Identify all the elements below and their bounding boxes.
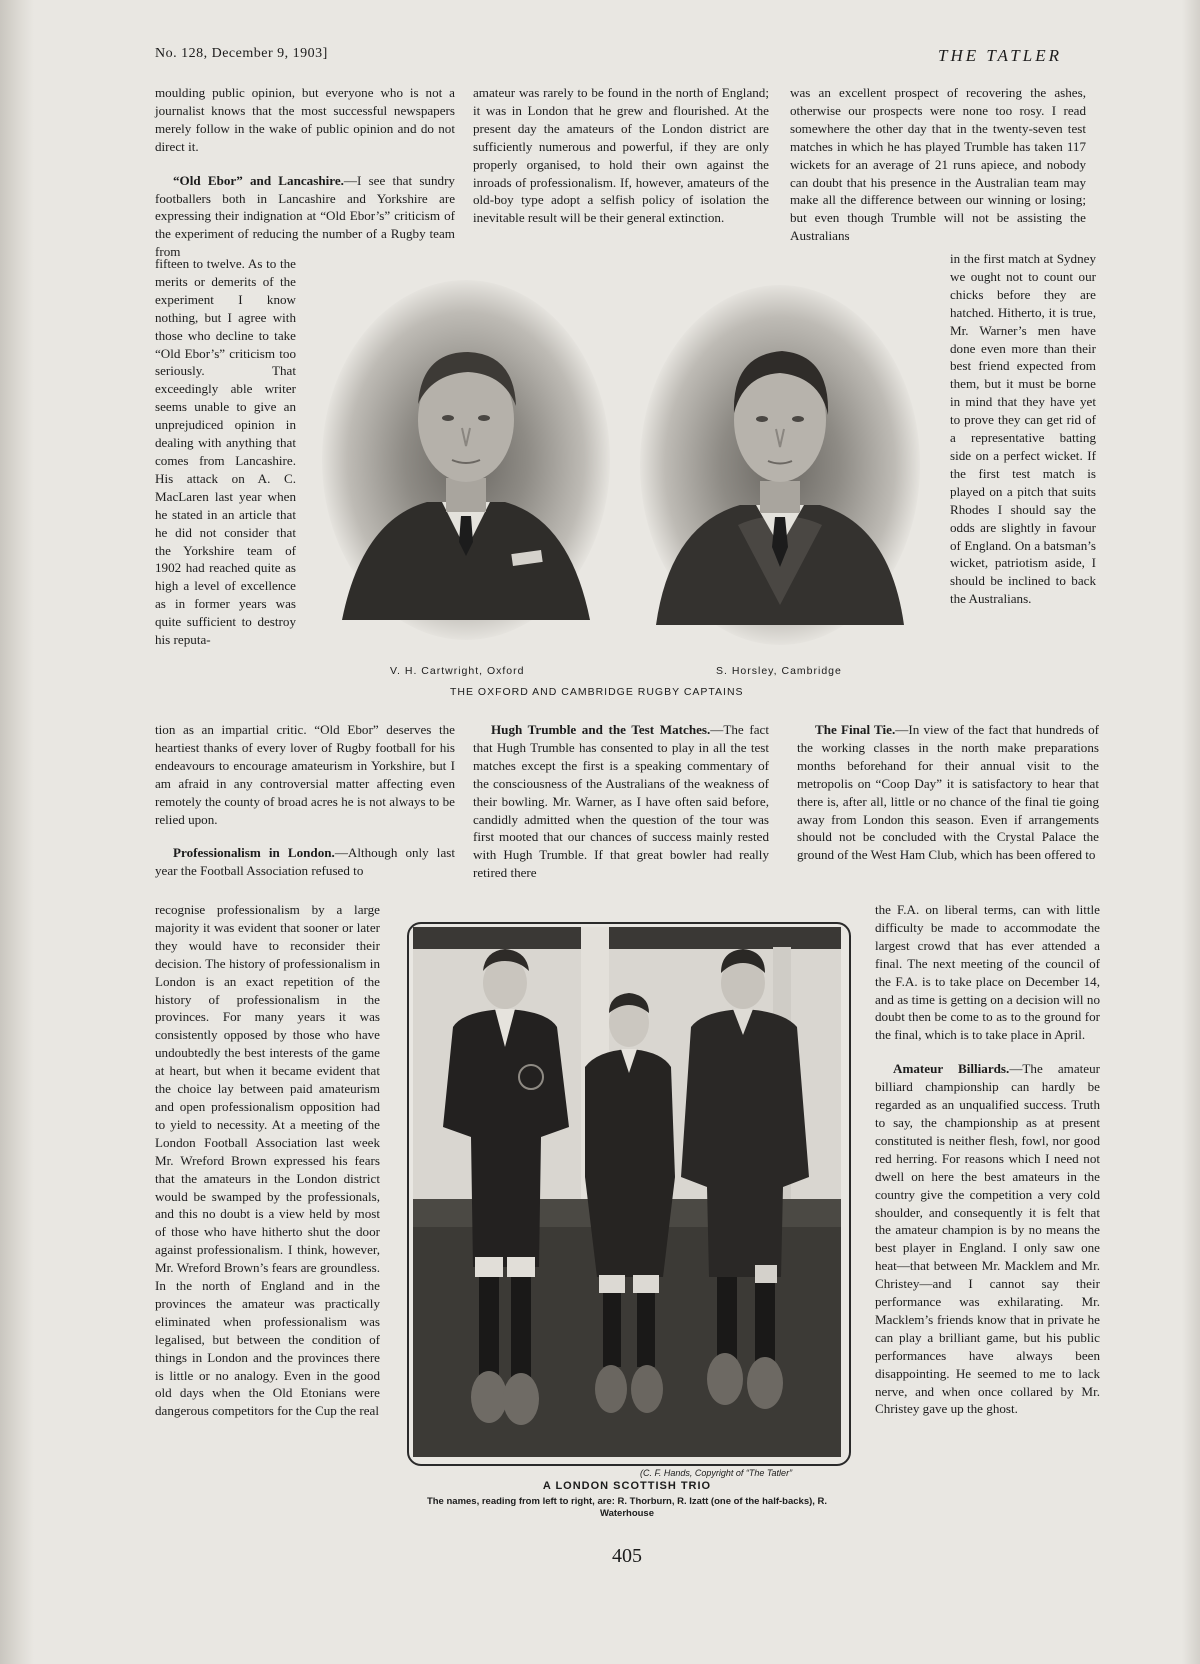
paragraph-old-ebor-intro <box>155 172 455 262</box>
caption-cartwright: V. H. Cartwright, Oxford <box>390 665 525 677</box>
heading-trumble: Hugh Trumble and the Test Matches. <box>491 722 711 737</box>
professionalism-text-wide: —Although only last year the Football Association refused to <box>155 845 455 879</box>
paragraph-amateur-extinction: amateur was rarely to be found in the north of England; it was in London that he grew and flourished. At the present day the amateurs of the London district are sufficiently numerous and powerful, if they are only properly organised, to hold their own against the inroads of professionalism. If, however, amateurs of the old-boy type adopt a selfish policy of isolation the inevitable result will be their general extinction. <box>473 85 769 226</box>
page-binding-shadow <box>0 0 34 1664</box>
issue-line: No. 128, December 9, 1903] <box>155 46 328 61</box>
column-3-lower <box>875 901 1100 1418</box>
page-number: 405 <box>612 1545 642 1567</box>
heading-old-ebor: “Old Ebor” and Lancashire. <box>173 172 344 188</box>
column-2-middle <box>473 721 769 882</box>
column-2-top <box>473 84 769 227</box>
final-tie-text-narrow: the F.A. on liberal terms, can with little difficulty be made to accommodate the largest crowd that has ever attended a final. The next meeting of the council of the F.A. is to take place on December 14, and as time is getting on a decision will no doubt then be come to as to the ground for the final, which is to take place in April. <box>875 902 1100 1043</box>
paragraph-trumble <box>473 721 769 882</box>
trumble-continued-wide: was an excellent prospect of recovering the ashes, otherwise our prospects were none too rosy. I read somewhere the other day that in the twenty-seven test matches in which he has played Trumble has taken 117 wickets for an average of 21 runs apiece, and nobody can doubt that his presence in the Australian team may make all the difference between our winning or losing; but even though Trumble will not be assisting the Australians <box>790 85 1086 244</box>
portrait-horsley-figure <box>640 285 920 645</box>
caption-rugby-captains: THE OXFORD AND CAMBRIDGE RUGBY CAPTAINS <box>450 686 744 698</box>
column-3-narrow <box>950 250 1096 608</box>
old-ebor-text-narrow: fifteen to twelve. As to the merits or demerits of the experiment I know nothing, but I agree with those who decline to take “Old Ebor’s” criticism too seriously. That exceedingly able writer seems unable to give an unprejudiced opinion in dealing with anything that comes from Lancashire. His attack on A. C. MacLaren last year when he stated in an article that he did not consider that the Yorkshire team of 1902 had reached quite as high a level of excellence as in former years was quite sufficient to destroy his reputa- <box>155 256 296 648</box>
heading-professionalism: Professionalism in London. <box>173 845 335 861</box>
billiards-text: —The amateur billiard championship can hardly be regarded as an unqualified success. Truth to say, the championship as at present constituted is neither flesh, fowl, nor good red herring. For reasons which I need not dwell on here the best amateurs in the country give the competition a very cold shoulder, and consequently it is felt that the amateur champion is by no means the best player in England. I only saw one heat—that between Mr. Macklem and Mr. Christey—and I cannot say their performance was exhilarating. Mr. Macklem’s friends know that in private he can play a brilliant game, but his public performances have always been disappointing. He seemed to me to lack nerve, and when once collared by Mr. Christey gave up the ghost. <box>875 1061 1100 1417</box>
heading-final-tie: The Final Tie. <box>815 722 896 737</box>
trio-photo <box>413 927 841 1457</box>
caption-horsley: S. Horsley, Cambridge <box>716 665 842 677</box>
portrait-cartwright-figure <box>322 280 610 640</box>
column-3-top <box>790 84 1086 245</box>
old-ebor-text-wide: —I see that sundry footballers both in Lancashire and Yorkshire are expressing their indignation at “Old Ebor’s” criticism of the experiment of reducing the number of a Rugby team from <box>155 172 455 260</box>
column-1-lower <box>155 901 380 1420</box>
paragraph-professionalism-intro <box>155 844 455 880</box>
column-1-top <box>155 84 455 261</box>
paragraph-public-opinion: moulding public opinion, but everyone who is not a journalist knows that the most successful newspapers merely follow in the wake of public opinion and do not direct it. <box>155 85 455 154</box>
trumble-text: —The fact that Hugh Trumble has consented to play in all the test matches except the first is a speaking commentary of the consciousness of the Australians of the weakness of their bowling. Mr. Warner, as I have often said before, candidly admitted when the question of the tour was first mooted that our chances of success mainly rested with Hugh Trumble. If that great bowler had really retired there <box>473 722 769 881</box>
caption-trio-names: The names, reading from left to right, are: R. Thorburn, R. Izatt (one of the half-backs), R. Waterhouse <box>426 1496 828 1519</box>
paragraph-billiards <box>875 1060 1100 1418</box>
masthead: THE TATLER <box>938 46 1062 65</box>
column-3-middle <box>797 721 1099 864</box>
heading-billiards: Amateur Billiards. <box>893 1061 1010 1077</box>
professionalism-text-narrow: recognise professionalism by a large majority it was evident that sooner or later they would have to reconsider their decision. The history of professionalism in London is an exact repetition of the history of professionalism in the provinces. For many years it was consistently opposed by those who have undoubtedly the best interests of the game at heart, but when it became evident that the choice lay between paid amateurism and open professionalism opposition had to yield to necessity. At a meeting of the London Football Association last week Mr. Wreford Brown expressed his fears that the amateurs in the London district would be swamped by the professionals, and this no doubt is a view held by most of those who have hitherto shut the door against professionalism. I think, however, Mr. Wreford Brown’s fears are groundless. In the north of England and in the provinces the amateur was practically eliminated when professionalism was legalised, but between the condition of things in London and the provinces there is little or no analogy. Even in the good old days when the Old Etonians were dangerous competitors for the Cup the real <box>155 902 380 1419</box>
trumble-continued-narrow: in the first match at Sydney we ought not to count our chicks before they are hatched. Hitherto, it is true, Mr. Warner’s men have done even more than their best friend expected from them, but it must be borne in mind that they have yet to prove they can get rid of a representative batting side on a perfect wicket. If the first test match is played on a pitch that suits Rhodes I should say the odds are slightly in favour of England. On a batsman’s wicket, patriotism aside, I should be inclined to back the Australians. <box>950 251 1096 607</box>
photo-credit: (C. F. Hands, Copyright of “The Tatler” <box>640 1468 793 1478</box>
caption-london-scottish-trio: A LONDON SCOTTISH TRIO <box>542 1480 712 1492</box>
page-edge-shadow <box>1182 0 1200 1664</box>
final-tie-text-wide: —In view of the fact that hundreds of the working classes in the north make preparations months beforehand for their annual visit to the metropolis on “Coop Day” it is satisfactory to hear that there is, after all, little or no chance of the final tie going away from London this season. Even if arrangements should not be concluded with the Crystal Palace the ground of the West Ham Club, which has been offered to <box>797 722 1099 863</box>
column-1-narrow <box>155 255 296 649</box>
paragraph-final-tie <box>797 721 1099 864</box>
column-1-middle <box>155 721 455 880</box>
trio-photo-scene <box>413 927 841 1457</box>
old-ebor-text-end: tion as an impartial critic. “Old Ebor” deserves the heartiest thanks of every lover of Rugby football for his endeavours to encourage amateurism in Yorkshire, but I am afraid in any controversial matter affecting even remotely the county of broad acres he is not always to be relied upon. <box>155 722 455 827</box>
